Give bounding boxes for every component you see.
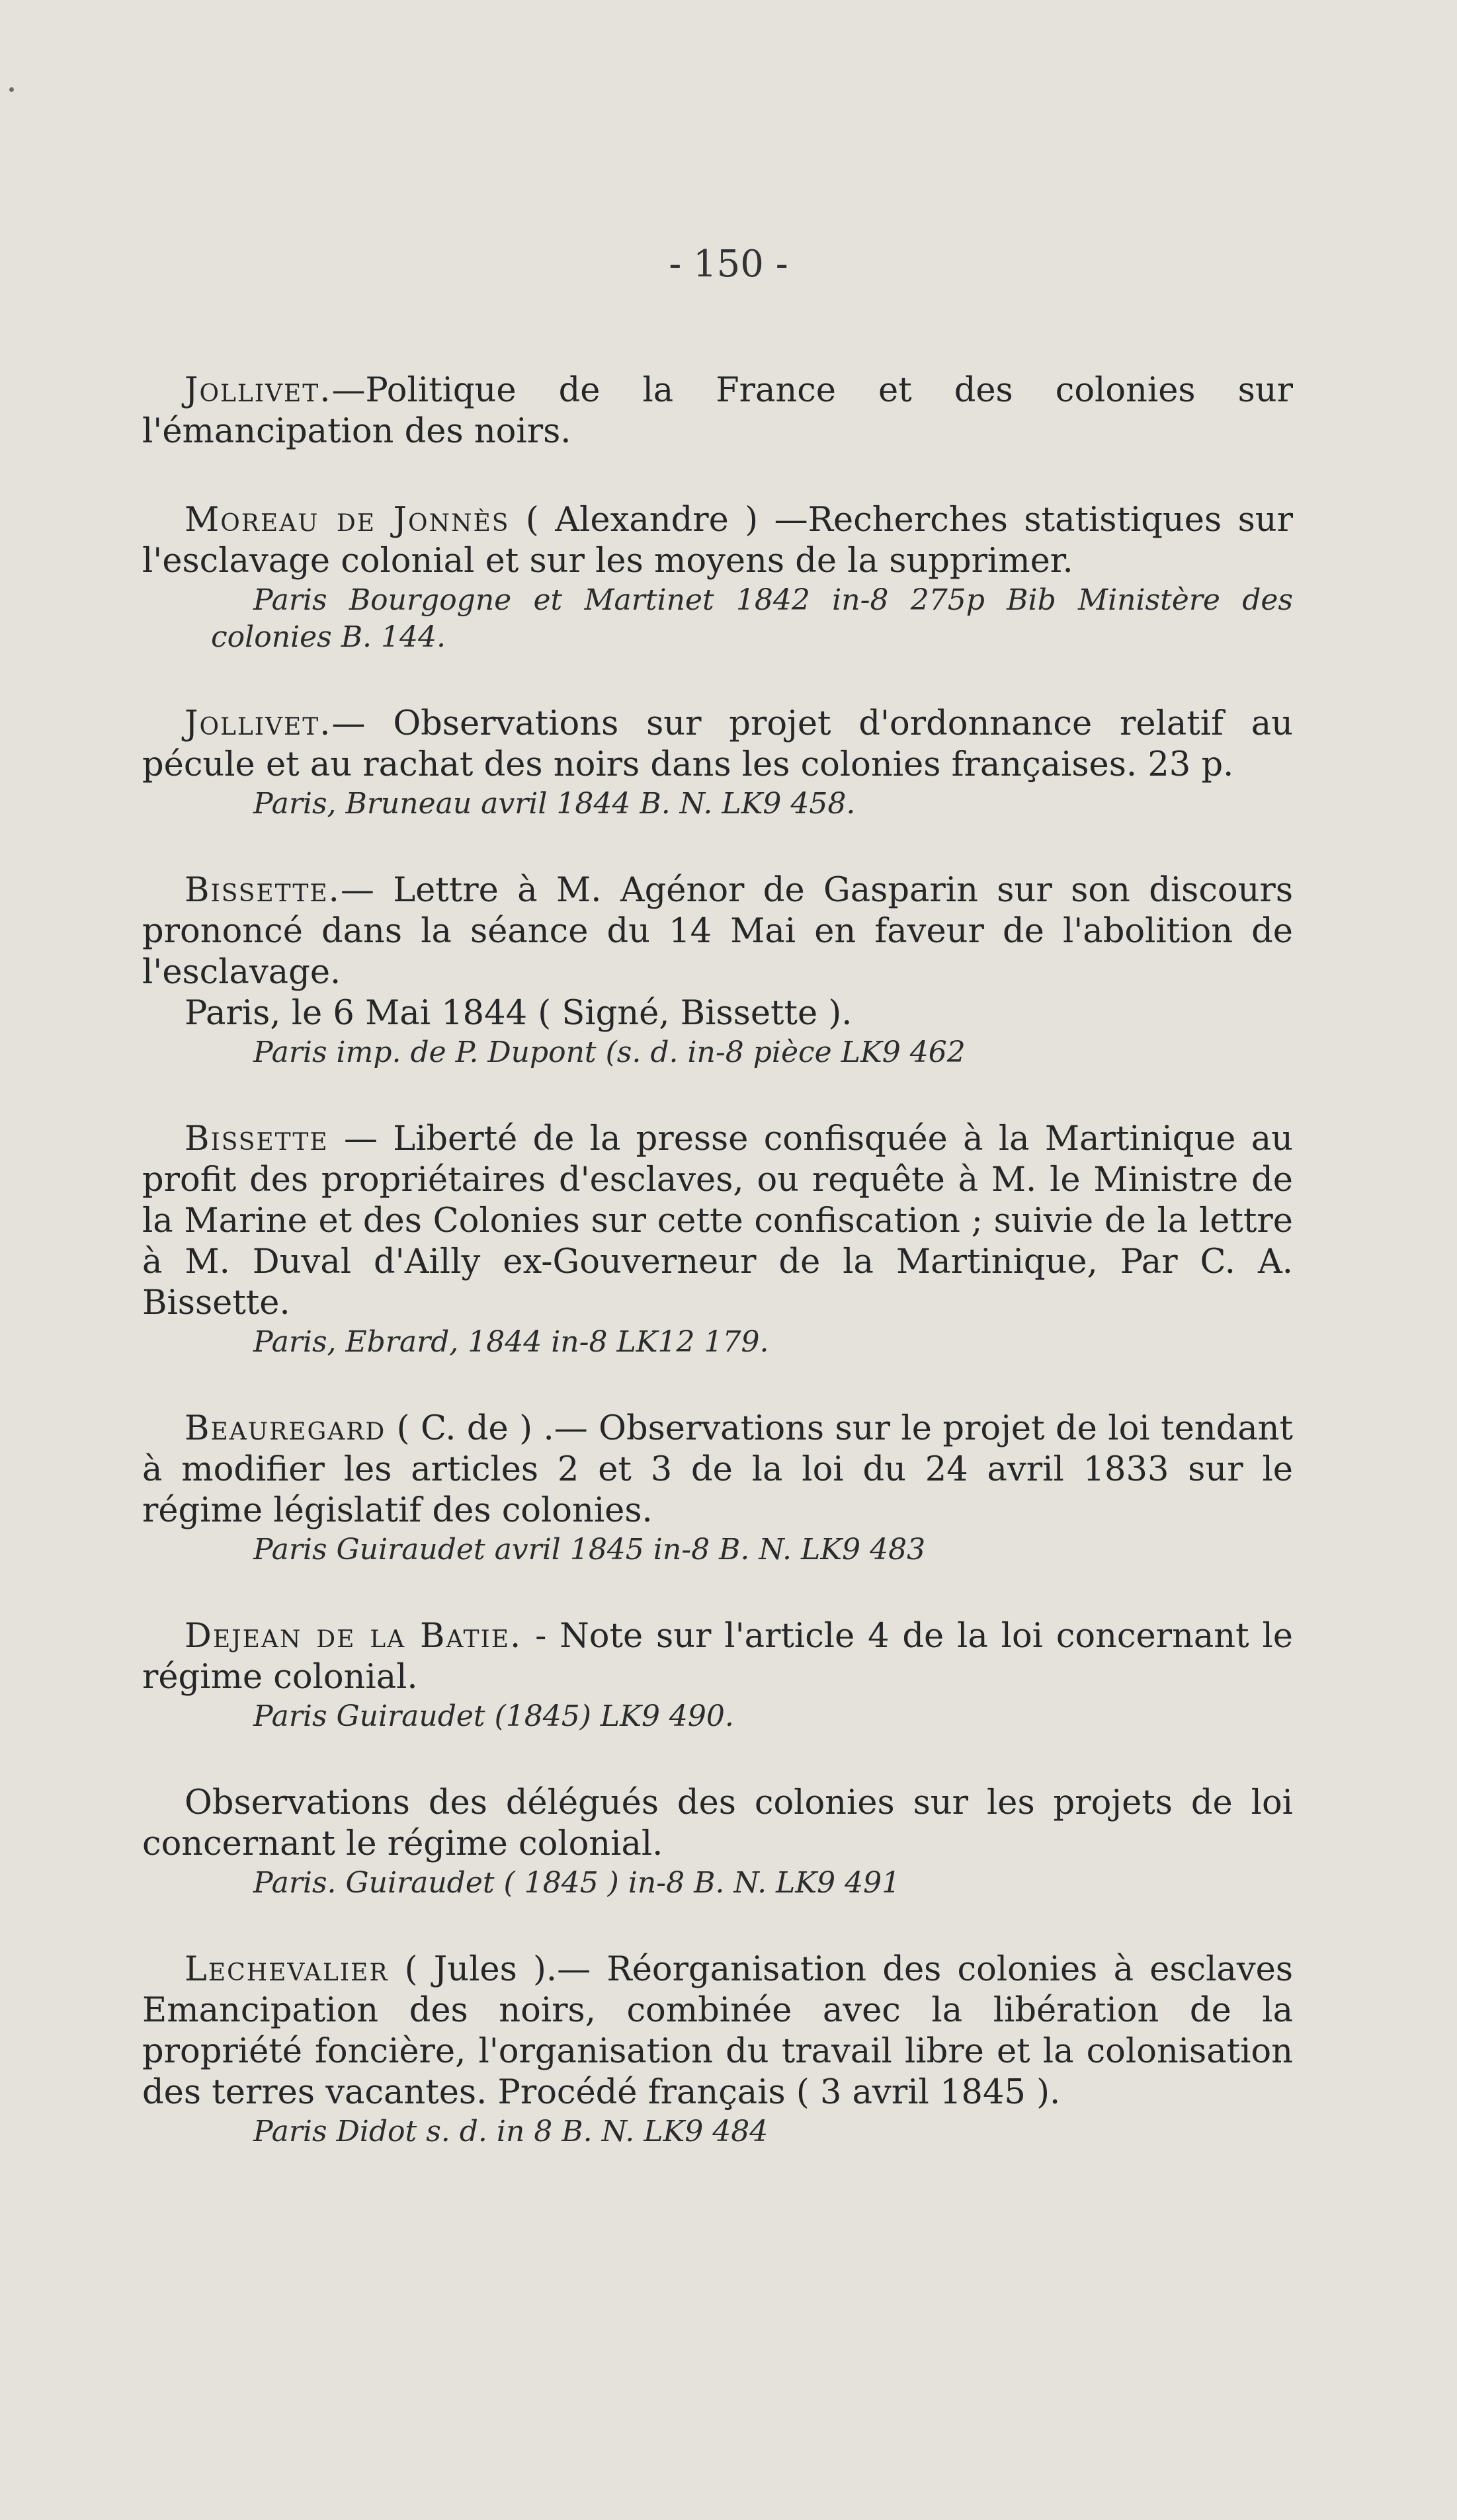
entry-author: Bissette. bbox=[185, 871, 341, 910]
entry-imprint: Paris. Guiraudet ( 1845 ) in-8 B. N. LK9 491 bbox=[253, 1866, 901, 1900]
entry-imprint: Paris Guiraudet avril 1845 in-8 B. N. LK9 483 bbox=[253, 1533, 926, 1566]
entry-title: — Observations sur projet d'ordonnance relatif au pécule et au rachat des noirs dans les colonies françaises. 23 p. bbox=[142, 704, 1293, 784]
entry-text bbox=[142, 500, 1293, 582]
entry-text bbox=[142, 870, 1293, 993]
entry-title: - Note sur l'article 4 de la loi concernant le régime colonial. bbox=[142, 1617, 1293, 1697]
bibliography-entry bbox=[142, 1949, 1293, 2150]
entry-imprint: Paris, Ebrard, 1844 in-8 LK12 179. bbox=[253, 1325, 769, 1359]
entry-imprint: Paris imp. de P. Dupont (s. d. in-8 pièce LK9 462 bbox=[253, 1036, 966, 1069]
entry-author: Jollivet. bbox=[185, 371, 332, 410]
bibliography-entry bbox=[142, 704, 1293, 823]
entry-text bbox=[142, 370, 1293, 452]
margin-dot bbox=[9, 87, 14, 92]
entry-author: Lechevalier bbox=[185, 1950, 389, 1989]
entry-text bbox=[142, 704, 1293, 786]
entry-imprint: Paris, Bruneau avril 1844 B. N. LK9 458. bbox=[253, 787, 856, 821]
bibliography-entry bbox=[142, 370, 1293, 452]
bibliography-entry bbox=[142, 870, 1293, 1071]
page-number: - 150 - bbox=[669, 243, 788, 286]
entry-title: — Lettre à M. Agénor de Gasparin sur son discours prononcé dans la séance du 14 Mai en faveur de l'abolition de l'esclavage. bbox=[142, 871, 1293, 992]
entry-author: Dejean de la Batie. bbox=[185, 1617, 522, 1656]
entry-title: ( Alexandre ) —Recherches statistiques sur l'esclavage colonial et sur les moyens de la supprimer. bbox=[142, 501, 1293, 581]
entry-text bbox=[142, 1949, 1293, 2113]
entry-imprint: Paris Guiraudet (1845) LK9 490. bbox=[253, 1699, 734, 1733]
entry-title: ( C. de ) .— Observations sur le projet de loi tendant à modifier les articles 2 et 3 de la loi du 24 avril 1833 sur le régime législatif des colonies. bbox=[142, 1409, 1293, 1530]
entry-author: Moreau de Jonnès bbox=[185, 501, 510, 540]
entry-text bbox=[142, 1408, 1293, 1531]
entry-imprint: Paris Bourgogne et Martinet 1842 in-8 275p Bib Ministère des colonies B. 144. bbox=[211, 583, 1293, 654]
bibliography-entry bbox=[142, 1408, 1293, 1568]
entry-text bbox=[142, 1119, 1293, 1324]
entry-title: —Politique de la France et des colonies sur l'émancipation des noirs. bbox=[142, 371, 1293, 451]
entry-title: ( Jules ).— Réorganisation des colonies à esclaves Emancipation des noirs, combinée avec la libération de la propriété foncière, l'organisation du travail libre et la colonisation des terres vacantes. Procédé français ( 3 avril 1845 ). bbox=[142, 1950, 1293, 2112]
entry-author: Bissette bbox=[185, 1119, 329, 1158]
entry-title: Observations des délégués des colonies sur les projets de loi concernant le régime colonial. bbox=[142, 1783, 1293, 1863]
entry-date-line: Paris, le 6 Mai 1844 ( Signé, Bissette ). bbox=[185, 994, 853, 1033]
entry-text bbox=[142, 1783, 1293, 1865]
bibliography-list bbox=[142, 370, 1293, 2198]
bibliography-entry bbox=[142, 1783, 1293, 1902]
bibliography-entry bbox=[142, 500, 1293, 656]
bibliography-entry bbox=[142, 1119, 1293, 1361]
entry-title: — Liberté de la presse confisquée à la Martinique au profit des propriétaires d'esclaves, ou requête à M. le Ministre de la Marine et des Colonies sur cette confiscation ; suivie de la lettre à M. Duval d'Ailly ex-Gouverneur de la Martinique, Par C. A. Bissette. bbox=[142, 1119, 1294, 1322]
entry-author: Jollivet. bbox=[185, 704, 332, 743]
entry-imprint: Paris Didot s. d. in 8 B. N. LK9 484 bbox=[253, 2115, 769, 2148]
entry-author: Beauregard bbox=[185, 1409, 386, 1448]
bibliography-entry bbox=[142, 1616, 1293, 1735]
entry-text bbox=[142, 1616, 1293, 1698]
